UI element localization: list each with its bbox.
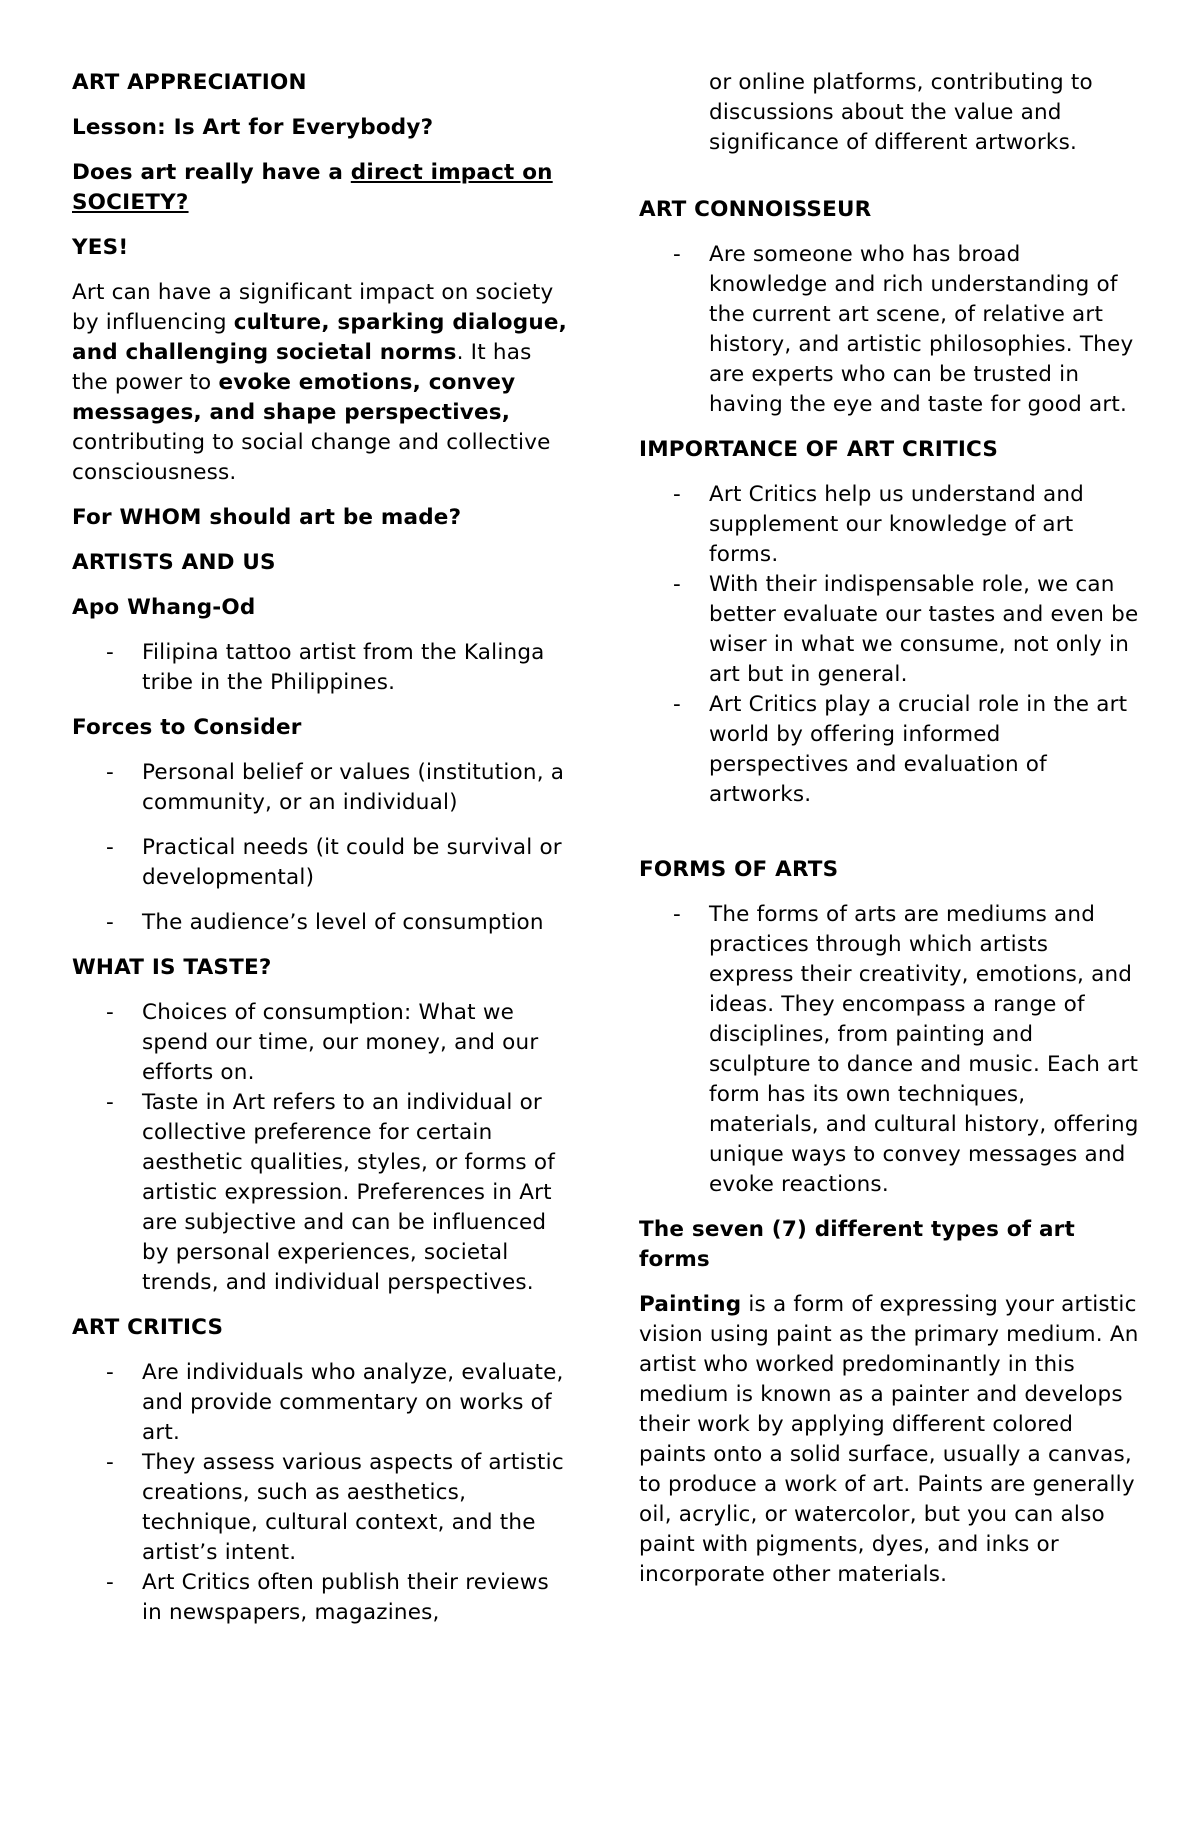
list-item: - Choices of consumption: What we spend our time, our money, and our efforts on. [72, 998, 572, 1088]
impact-question-text: Does art really have a [72, 160, 351, 185]
forms-heading: FORMS OF ARTS [639, 857, 839, 882]
list-item: - Art Critics often publish their reviews in newspapers, magazines, [72, 1568, 572, 1628]
importance-list [639, 480, 1139, 810]
apo-whang-od-heading: Apo Whang-Od [72, 595, 256, 620]
impact-question [72, 158, 572, 218]
painting-text: is a form of expressing your artistic vision using paint as the primary medium. An artist who worked predominantly in this medium is known as a painter and develops their work by applying different colored paints onto a solid surface, usually a canvas, to produce a work of art. Paints are generally oil, acrylic, or watercolor, but you can also paint with pigments, dyes, and inks or incorporate other materials. [639, 1292, 1139, 1587]
impact-question-underlined: direct impact on SOCIETY? [72, 160, 553, 215]
importance-heading: IMPORTANCE OF ART CRITICS [639, 437, 999, 462]
taste-heading: WHAT IS TASTE? [72, 955, 272, 980]
connoisseur-heading: ART CONNOISSEUR [639, 197, 872, 222]
forces-heading: Forces to Consider [72, 715, 302, 740]
list-item: - Are individuals who analyze, evaluate, and provide commentary on works of art. [72, 1358, 572, 1448]
list-item: - With their indispensable role, we can better evaluate our tastes and even be wiser in what we consume, not only in art but in general. [639, 570, 1139, 690]
painting-term: Painting [639, 1292, 742, 1317]
list-item: - They assess various aspects of artistic creations, such as aesthetics, technique, cultural context, and the artist’s intent. [72, 1448, 572, 1568]
artists-and-us-heading: ARTISTS AND US [72, 550, 276, 575]
apo-list [72, 638, 572, 698]
taste-list [72, 998, 572, 1298]
yes-answer: YES! [72, 235, 129, 260]
list-item: - The forms of arts are mediums and practices through which artists express their creativity, emotions, and ideas. They encompass a range of disciplines, from painting and sculpture to dance and music. Each art form has its own techniques, materials, and cultural history, offering unique ways to convey messages and evoke reactions. [639, 900, 1139, 1200]
impact-text-3: contributing to social change and collective consciousness. [72, 430, 551, 485]
forces-list [72, 758, 572, 938]
list-item: - Practical needs (it could be survival or developmental) [72, 833, 572, 893]
document-title: ART APPRECIATION [72, 70, 307, 95]
impact-paragraph [72, 278, 572, 488]
seven-types-heading: The seven (7) different types of art forms [639, 1217, 1075, 1272]
spacer [639, 173, 1139, 195]
list-item: - Are someone who has broad knowledge and rich understanding of the current art scene, of relative art history, and artistic philosophies. They are experts who can be trusted in having the eye and taste for good art. [639, 240, 1139, 420]
list-item: - Art Critics play a crucial role in the art world by offering informed perspectives and evaluation of artworks. [639, 690, 1139, 810]
lesson-title: Lesson: Is Art for Everybody? [72, 115, 434, 140]
critics-list-continued [639, 68, 1139, 158]
list-item: - Art Critics help us understand and supplement our knowledge of art forms. [639, 480, 1139, 570]
impact-bold-1: culture, sparking dialogue, and challenging societal norms [72, 310, 567, 365]
impact-text-2: . It has the power to [72, 340, 532, 395]
connoisseur-list [639, 240, 1139, 420]
list-item: - Taste in Art refers to an individual or collective preference for certain aesthetic qualities, styles, or forms of artistic expression. Preferences in Art are subjective and can be influenced by personal experiences, societal trends, and individual perspectives. [72, 1088, 572, 1298]
list-item: - Filipina tattoo artist from the Kalinga tribe in the Philippines. [72, 638, 572, 698]
right-column [639, 68, 1139, 1605]
list-item: - Personal belief or values (institution, a community, or an individual) [72, 758, 572, 818]
painting-paragraph [639, 1290, 1139, 1590]
spacer [639, 825, 1139, 855]
left-column [72, 68, 572, 1643]
list-item-continued: or online platforms, contributing to discussions about the value and significance of different artworks. [709, 70, 1093, 155]
list-item: - The audience’s level of consumption [72, 908, 572, 938]
for-whom-heading: For WHOM should art be made? [72, 505, 462, 530]
forms-list [639, 900, 1139, 1200]
critics-list [72, 1358, 572, 1628]
critics-heading: ART CRITICS [72, 1315, 224, 1340]
impact-text-1: Art can have a significant impact on society by influencing [72, 280, 554, 335]
impact-bold-2: evoke emotions, convey messages, and shape perspectives, [72, 370, 516, 425]
